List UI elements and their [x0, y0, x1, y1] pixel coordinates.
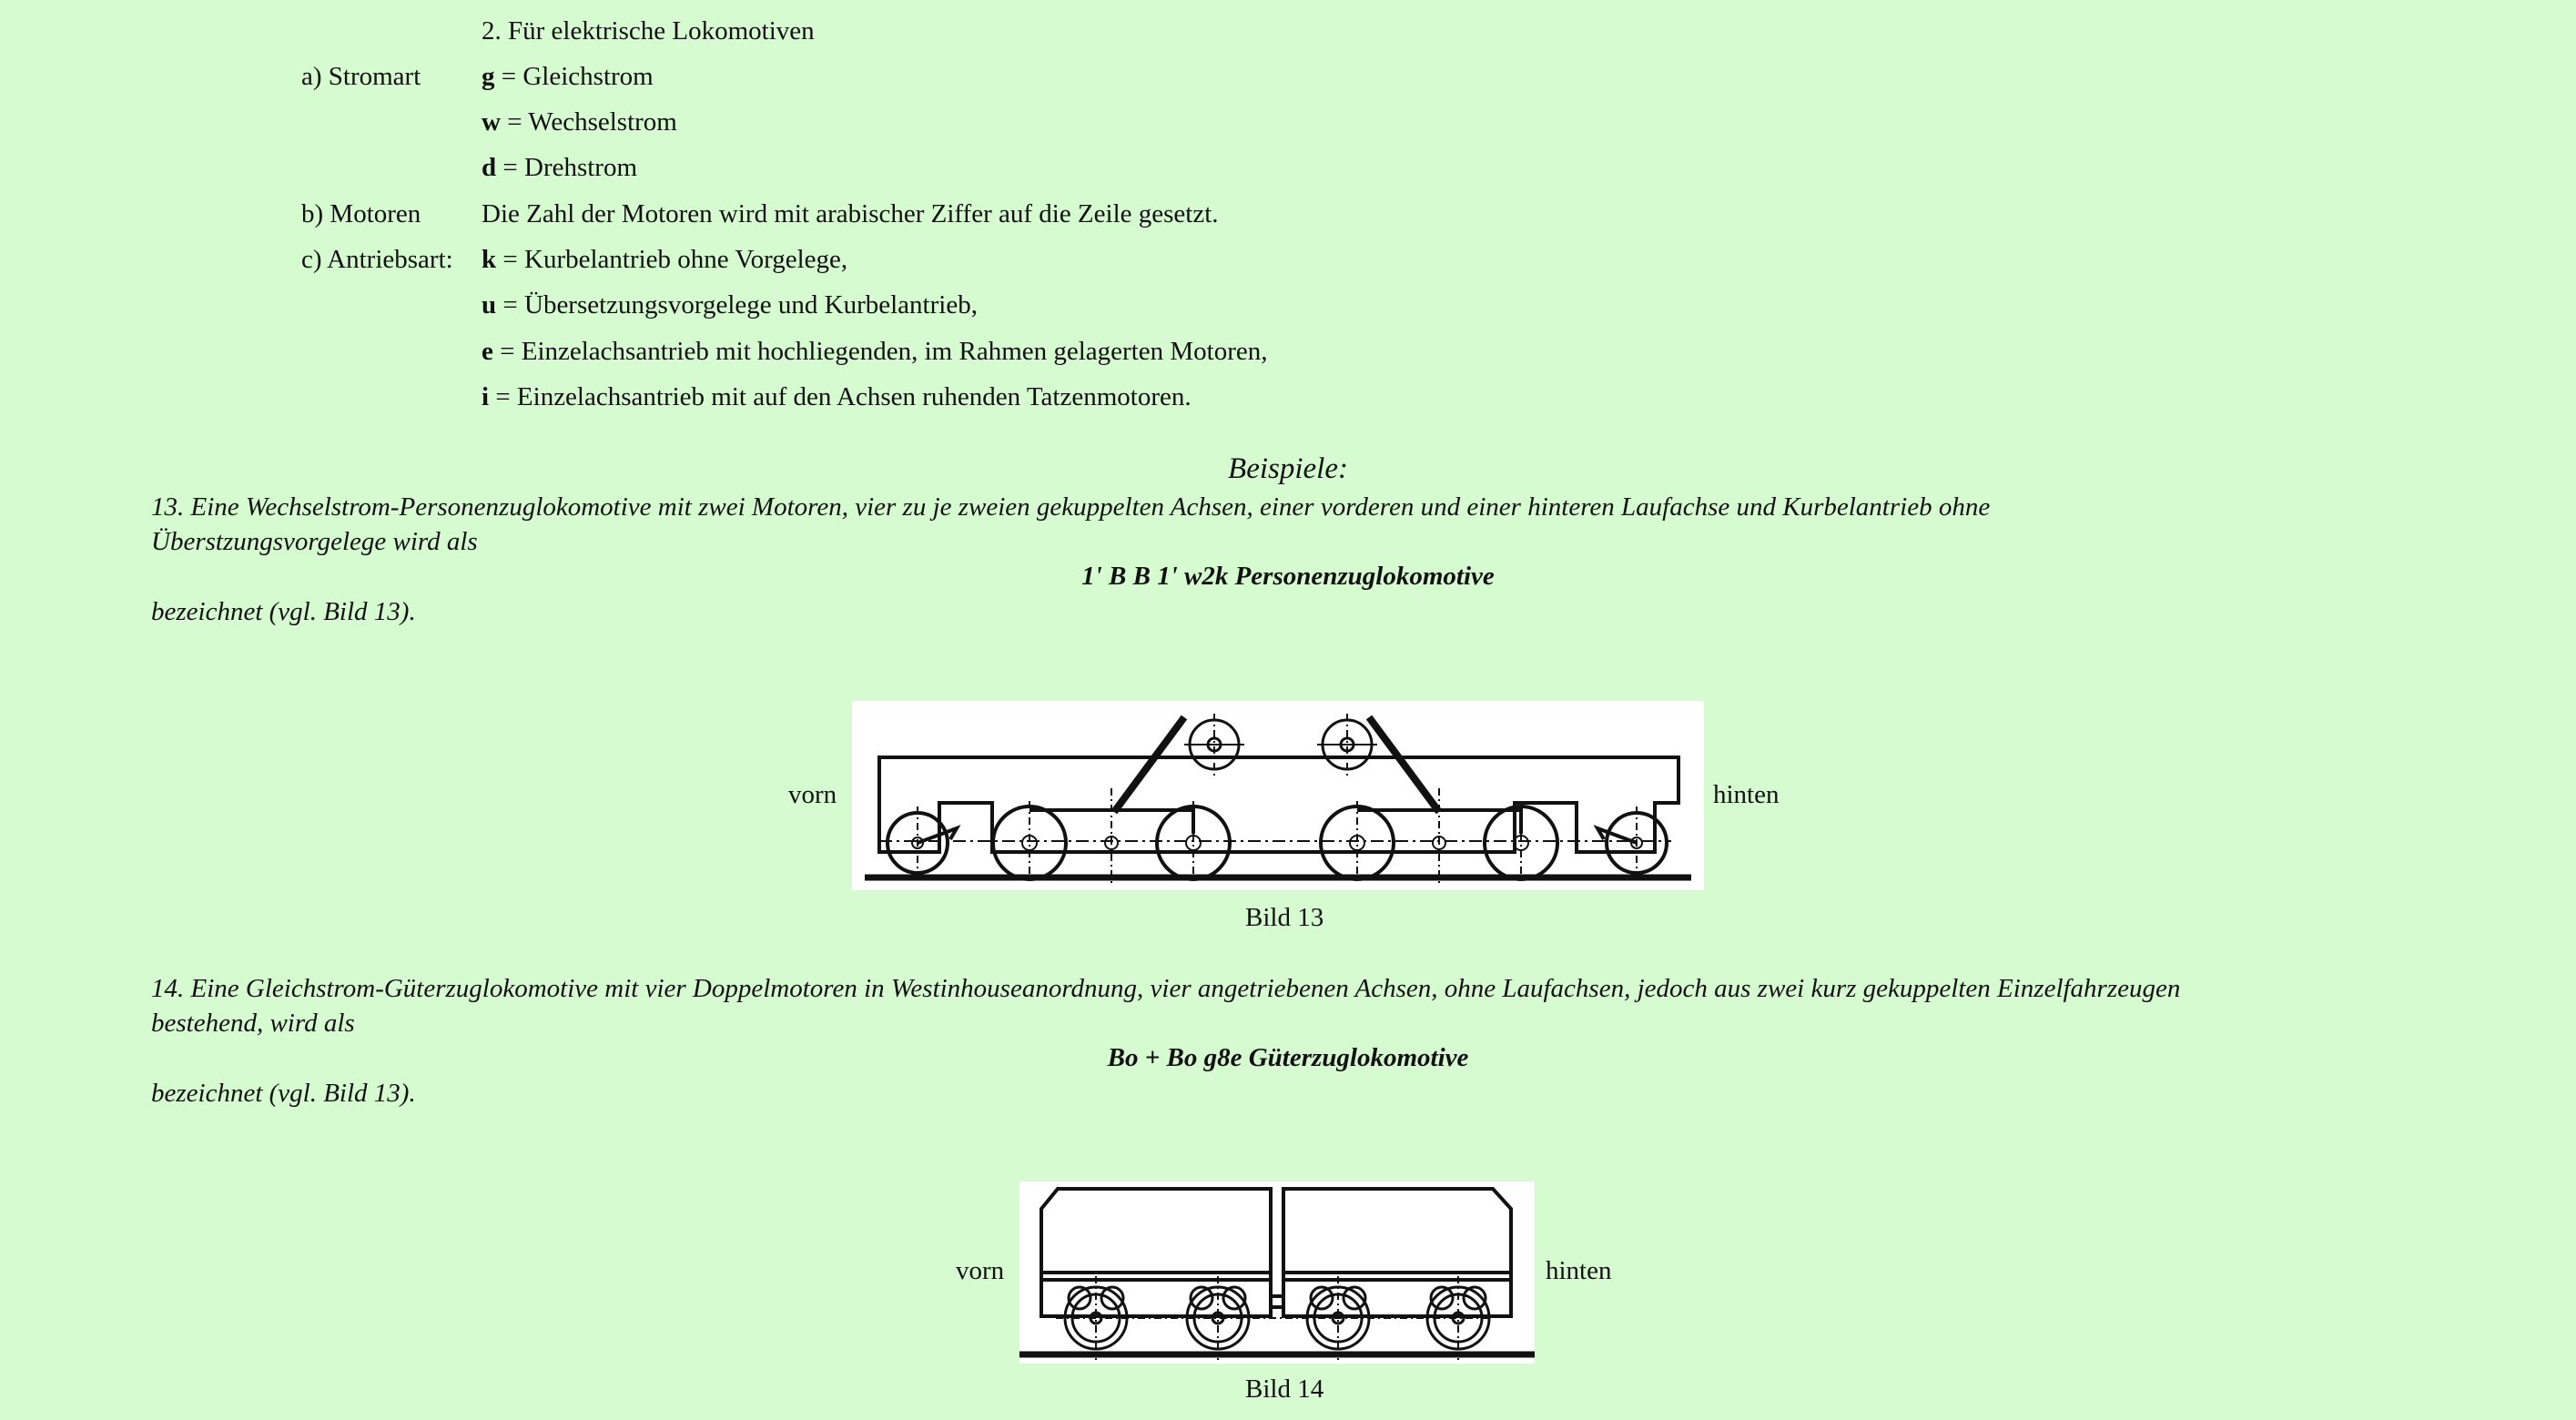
example-14-line2: bestehend, wird als: [151, 1009, 355, 1038]
fig13-label-vorn: vorn: [788, 780, 837, 809]
antrieb-label: c) Antriebsart:: [301, 245, 453, 274]
antrieb-item-i: [482, 380, 1192, 413]
antrieb-item-k: [482, 243, 847, 276]
desc: = Einzelachsantrieb mit hochliegenden, im Rahmen gelagerten Motoren,: [492, 337, 1268, 366]
example-13-line2: Überstzungsvorgelege wird als: [151, 527, 478, 556]
desc: = Übersetzungsvorgelege und Kurbelantrieb,: [496, 290, 978, 320]
stromart-label: a) Stromart: [301, 62, 421, 91]
fig14-diagram: [1019, 1182, 1535, 1364]
desc: = Einzelachsantrieb mit auf den Achsen ruhenden Tatzenmotoren.: [489, 382, 1192, 411]
example-14-after: bezeichnet (vgl. Bild 13).: [151, 1079, 416, 1108]
stromart-item-w: [482, 106, 677, 138]
code: d: [482, 153, 497, 182]
code: k: [482, 245, 497, 274]
short-coupling: [1271, 1296, 1283, 1307]
code: w: [482, 107, 501, 137]
locomotive-BoBo-drawing: [1019, 1182, 1535, 1364]
code: g: [482, 62, 495, 91]
beispiele-heading: Beispiele:: [1228, 452, 1348, 485]
fig13-label-hinten: hinten: [1713, 780, 1780, 809]
section-title: 2. Für elektrische Lokomotiven: [482, 16, 815, 46]
left-unit-body: [1041, 1189, 1271, 1316]
drive-lever-left: [1114, 717, 1184, 812]
desc: = Drehstrom: [496, 153, 638, 182]
fig14-label-vorn: vorn: [956, 1256, 1005, 1285]
drive-lever-right: [1369, 717, 1439, 812]
example-14-line1: 14. Eine Gleichstrom-Güterzuglokomotive mit vier Doppelmotoren in Westinhouseanordnung, vier angetriebenen Achsen, ohne Laufachsen, jedoch aus zwei kurz gekuppelten Einzelfahrzeugen: [151, 974, 2181, 1003]
fig13-caption: Bild 13: [1245, 903, 1324, 932]
code: u: [482, 290, 497, 320]
desc: = Gleichstrom: [494, 62, 654, 91]
desc: = Wechselstrom: [500, 107, 677, 137]
code: e: [482, 337, 493, 366]
example-13-line1: 13. Eine Wechselstrom-Personenzuglokomotive mit zwei Motoren, vier zu je zweien gekuppelten Achsen, einer vorderen und einer hinteren Laufachse und Kurbelantrieb ohne: [151, 492, 1991, 522]
desc: = Kurbelantrieb ohne Vorgelege,: [496, 245, 848, 274]
locomotive-1BB1-drawing: [852, 701, 1704, 890]
stromart-item-d: [482, 151, 637, 184]
example-13-after: bezeichnet (vgl. Bild 13).: [151, 597, 416, 626]
motoren-text: Die Zahl der Motoren wird mit arabischer Ziffer auf die Zeile gesetzt.: [482, 199, 1219, 228]
example-13-designation: 1' B B 1' w2k Personenzuglokomotive: [1081, 562, 1495, 591]
example-14-designation: Bo + Bo g8e Güterzuglokomotive: [1107, 1043, 1469, 1072]
stromart-item-g: [482, 60, 654, 93]
right-unit-body: [1283, 1189, 1511, 1316]
antrieb-item-u: [482, 289, 978, 321]
antrieb-item-e: [482, 335, 1268, 368]
motoren-label: b) Motoren: [301, 199, 421, 228]
fig14-label-hinten: hinten: [1546, 1256, 1612, 1285]
code: i: [482, 382, 490, 411]
fig13-diagram: [852, 701, 1704, 890]
fig14-caption: Bild 14: [1245, 1374, 1324, 1404]
